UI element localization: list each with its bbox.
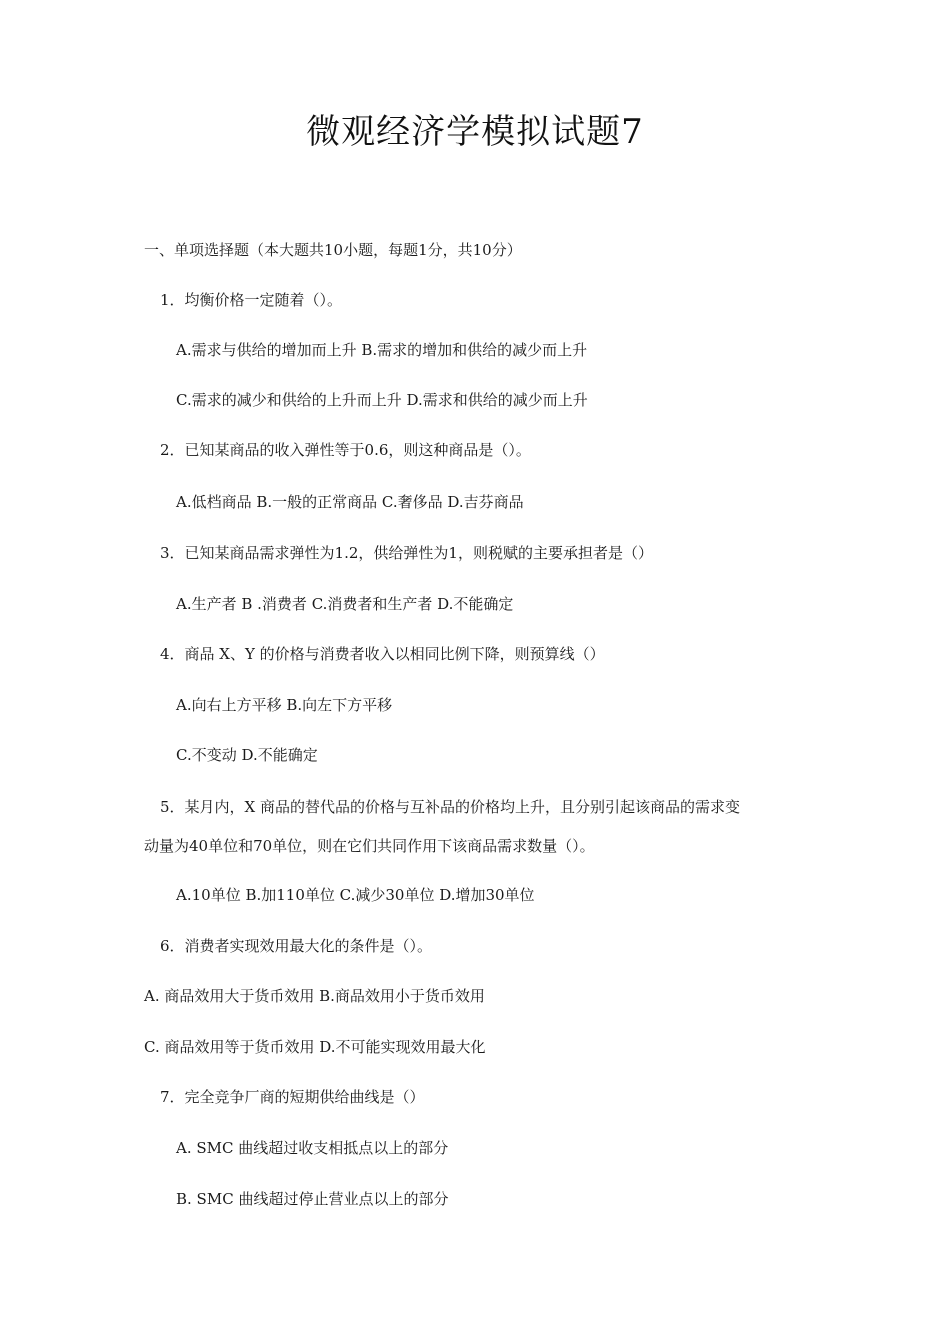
question-4-options-ab: A.向右上方平移 B.向左下方平移 <box>176 696 393 714</box>
question-6-options-cd: C. 商品效用等于货币效用 D.不可能实现效用最大化 <box>144 1038 486 1056</box>
question-4: 4．商品 X、Y 的价格与消费者收入以相同比例下降，则预算线（） <box>160 645 605 663</box>
question-6: 6．消费者实现效用最大化的条件是（）。 <box>160 937 433 955</box>
question-3-options: A.生产者 B .消费者 C.消费者和生产者 D.不能确定 <box>176 595 514 613</box>
question-7-option-a: A. SMC 曲线超过收支相抵点以上的部分 <box>176 1139 449 1157</box>
question-4-options-cd: C.不变动 D.不能确定 <box>176 746 318 764</box>
question-2-options: A.低档商品 B.一般的正常商品 C.奢侈品 D.吉芬商品 <box>176 493 524 511</box>
page-title: 微观经济学模拟试题7 <box>306 112 644 152</box>
question-5-line-2: 动量为40单位和70单位，则在它们共同作用下该商品需求数量（）。 <box>144 837 595 855</box>
question-6-options-ab: A. 商品效用大于货币效用 B.商品效用小于货币效用 <box>144 987 485 1005</box>
question-3: 3．已知某商品需求弹性为1.2，供给弹性为1，则税赋的主要承担者是（） <box>160 544 653 562</box>
question-1-options-ab: A.需求与供给的增加而上升 B.需求的增加和供给的减少而上升 <box>176 341 588 359</box>
question-1-options-cd: C.需求的减少和供给的上升而上升 D.需求和供给的减少而上升 <box>176 391 588 409</box>
question-7-option-b: B. SMC 曲线超过停止营业点以上的部分 <box>176 1190 449 1208</box>
section-heading: 一、单项选择题（本大题共10小题，每题1分，共10分） <box>144 241 522 259</box>
question-5-line-1: 5．某月内，X 商品的替代品的价格与互补品的价格均上升，且分别引起该商品的需求变 <box>160 798 740 816</box>
question-5-options: A.10单位 B.加110单位 C.减少30单位 D.增加30单位 <box>176 886 535 904</box>
question-1: 1．均衡价格一定随着（）。 <box>160 291 343 309</box>
question-7: 7．完全竞争厂商的短期供给曲线是（） <box>160 1088 425 1106</box>
question-2: 2．已知某商品的收入弹性等于0.6，则这种商品是（）。 <box>160 441 531 459</box>
